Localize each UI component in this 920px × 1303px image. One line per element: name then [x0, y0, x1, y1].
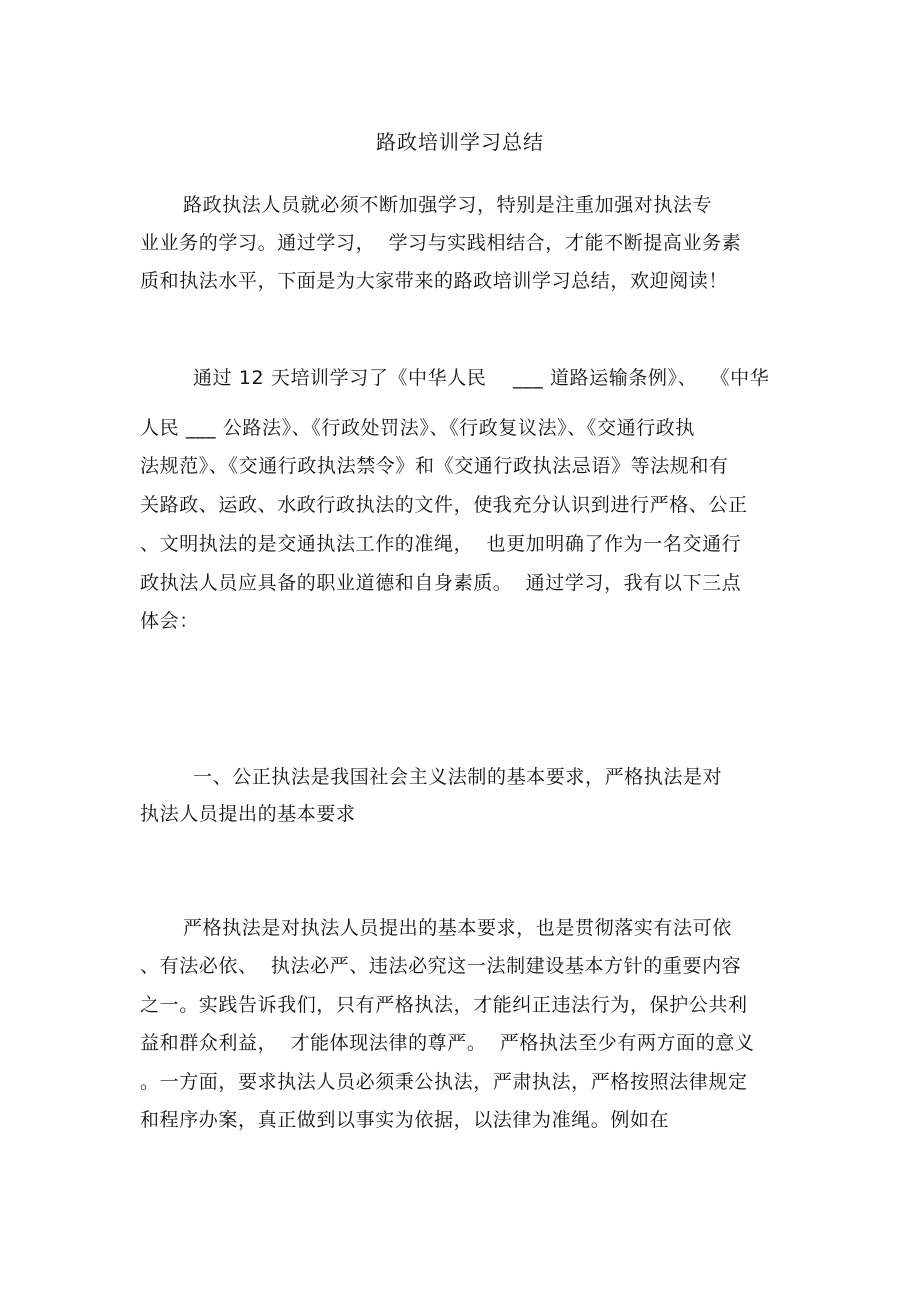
section-heading-line: 执法人员提出的基本要求: [140, 803, 356, 825]
paragraph-line: 政执法人员应具备的职业道德和自身素质。 通过学习，我有以下三点: [140, 572, 742, 594]
paragraph-line: 、文明执法的是交通执法工作的准绳， 也更加明确了作为一名交通行: [140, 533, 742, 555]
intro-line: 路政执法人员就必须不断加强学习，特别是注重加强对执法专: [183, 194, 713, 216]
intro-line: 业业务的学习。通过学习， 学习与实践相结合，才能不断提高业务素: [140, 232, 742, 254]
paragraph-line: 益和群众利益， 才能体现法律的尊严。 严格执法至少有两方面的意义: [140, 1032, 755, 1054]
paragraph-line: 通过 12 天培训学习了《中华人民 ___ 道路运输条例》、 《中华: [193, 367, 770, 389]
paragraph-line: 、有法必依、 执法必严、违法必究这一法制建设基本方针的重要内容: [140, 955, 742, 977]
document-title: 路政培训学习总结: [376, 130, 544, 154]
paragraph-line: 法规范》、《交通行政执法禁令》和《交通行政执法忌语》等法规和有: [140, 455, 729, 477]
intro-line: 质和执法水平，下面是为大家带来的路政培训学习总结，欢迎阅读！: [140, 270, 729, 292]
section-heading-line: 一、公正执法是我国社会主义法制的基本要求，严格执法是对: [193, 766, 723, 788]
paragraph-line: 关路政、运政、水政行政执法的文件，使我充分认识到进行严格、公正: [140, 494, 748, 516]
paragraph-line: 体会：: [140, 610, 199, 632]
paragraph-line: 之一。实践告诉我们，只有严格执法，才能纠正违法行为，保护公共利: [140, 994, 748, 1016]
paragraph-line: 严格执法是对执法人员提出的基本要求，也是贯彻落实有法可依: [183, 917, 732, 939]
paragraph-line: 人民 ___ 公路法》、《行政处罚法》、《行政复议法》、《交通行政执: [140, 417, 695, 439]
paragraph-line: 和程序办案，真正做到以事实为依据，以法律为准绳。例如在: [140, 1109, 670, 1131]
paragraph-line: 。一方面，要求执法人员必须秉公执法，严肃执法，严格按照法律规定: [140, 1071, 748, 1093]
